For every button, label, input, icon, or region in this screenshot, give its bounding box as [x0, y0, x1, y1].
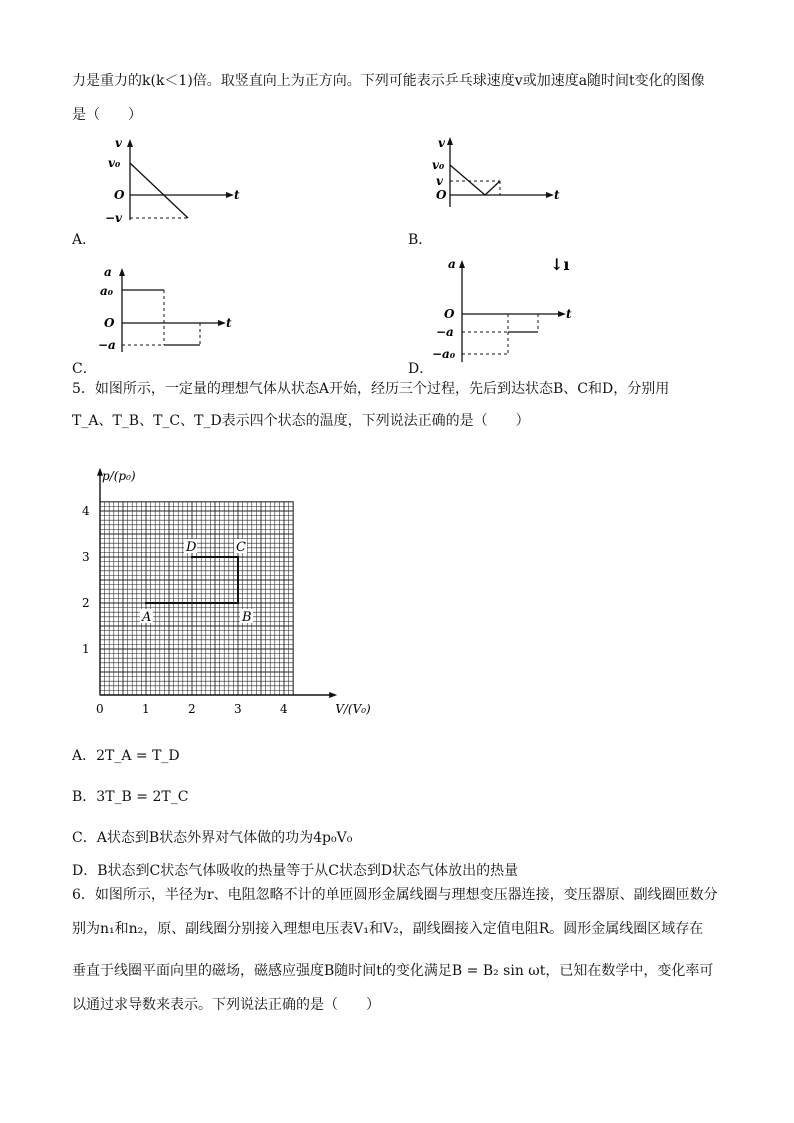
q6-text-line3: 垂直于线圈平面向里的磁场，磁感应强度B随时间t的变化满足B = B₂ sin ωt，已知在数学中，变化率可 [72, 963, 714, 979]
q6-text-line4: 以通过求导数来表示。下列说法正确的是（ ） [72, 997, 380, 1013]
label-neg-a: −a [98, 338, 116, 352]
label-v0: v₀ [108, 156, 121, 170]
process-segment [237, 556, 239, 604]
label-t: t [554, 188, 560, 202]
label-v0: v₀ [432, 158, 445, 172]
process-segment [191, 556, 239, 558]
q5-option-d[interactable]: D．B状态到C状态气体吸收的热量等于从C状态到D状态气体放出的热量 [72, 863, 519, 879]
q6-text-line2: 别为n₁和n₂，原、副线圈分别接入理想电压表V₁和V₂，副线圈接入定值电阻R。圆形金属线圈区域存在 [72, 921, 704, 937]
y-tick-label: 3 [82, 550, 90, 564]
q6-text-line1: 6．如图所示，半径为r、电阻忽略不计的单匝圆形金属线圈与理想变压器连接，变压器原、副线圈匝数分 [72, 887, 718, 903]
label-neg-a: −a [436, 325, 454, 339]
q4-graph-a [100, 135, 250, 230]
y-tick-label: 4 [82, 504, 90, 518]
state-label-b: B [242, 610, 252, 625]
q5-option-c[interactable]: C．A状态到B状态外界对气体做的功为4p₀V₀ [72, 830, 353, 846]
label-o: O [114, 188, 125, 202]
label-v: v [115, 136, 122, 150]
label-a: a [448, 257, 456, 271]
x-tick-label: 1 [142, 702, 150, 716]
q4-graph-c [96, 260, 246, 360]
pv-grid [100, 502, 293, 695]
q4-text-line1: 力是重力的k(k＜1)倍。取竖直向上为正方向。下列可能表示乒乓球速度v或加速度a随时间t变化的图像 [72, 73, 705, 89]
state-label-c: C [236, 540, 246, 555]
label-t: t [566, 307, 572, 321]
q4-graph-d [432, 252, 592, 367]
q5-option-a[interactable]: A．2T_A = T_D [72, 748, 180, 764]
label-o: O [104, 316, 115, 330]
x-tick-label: 3 [234, 702, 242, 716]
label-neg-v: −v [105, 211, 123, 225]
q4-option-a[interactable]: A． [72, 232, 97, 248]
down-arrow-mark: ↓ı [550, 255, 570, 274]
label-neg-a0: −a₀ [432, 347, 456, 361]
label-o: O [436, 188, 447, 202]
state-label-a: A [142, 610, 152, 625]
pv-chart [70, 450, 371, 720]
label-t: t [226, 316, 232, 330]
label-v: v [438, 136, 445, 150]
label-a0: a₀ [100, 284, 114, 298]
q5-text-line1: 5．如图所示，一定量的理想气体从状态A开始，经历三个过程，先后到达状态B、C和D，分别用 [72, 381, 670, 397]
q4-option-d[interactable]: D． [408, 361, 434, 377]
q5-text-line2: T_A、T_B、T_C、T_D表示四个状态的温度，下列说法正确的是（ ） [72, 413, 530, 429]
velocity-line [130, 163, 188, 218]
process-segment [145, 602, 239, 604]
y-axis-label: p/(p₀) [102, 468, 136, 483]
q4-option-b[interactable]: B． [408, 232, 433, 248]
x-tick-label: 2 [188, 702, 196, 716]
q4-graph-b [430, 135, 560, 210]
label-o: O [444, 307, 455, 321]
label-v-small: v [436, 174, 443, 188]
q4-option-c[interactable]: C． [72, 361, 97, 377]
x-axis-arrow [329, 692, 337, 698]
label-t: t [234, 188, 240, 202]
x-axis-label: V/(V₀) [335, 702, 371, 716]
state-label-d: D [186, 540, 197, 555]
y-tick-label: 2 [82, 596, 90, 610]
q5-option-b[interactable]: B．3T_B = 2T_C [72, 789, 189, 805]
label-a: a [104, 265, 112, 279]
q4-text-line2: 是（ ） [72, 107, 142, 123]
y-tick-label: 1 [82, 642, 90, 656]
x-tick-label: 0 [96, 702, 104, 716]
velocity-line [450, 165, 500, 195]
x-tick-label: 4 [280, 702, 288, 716]
